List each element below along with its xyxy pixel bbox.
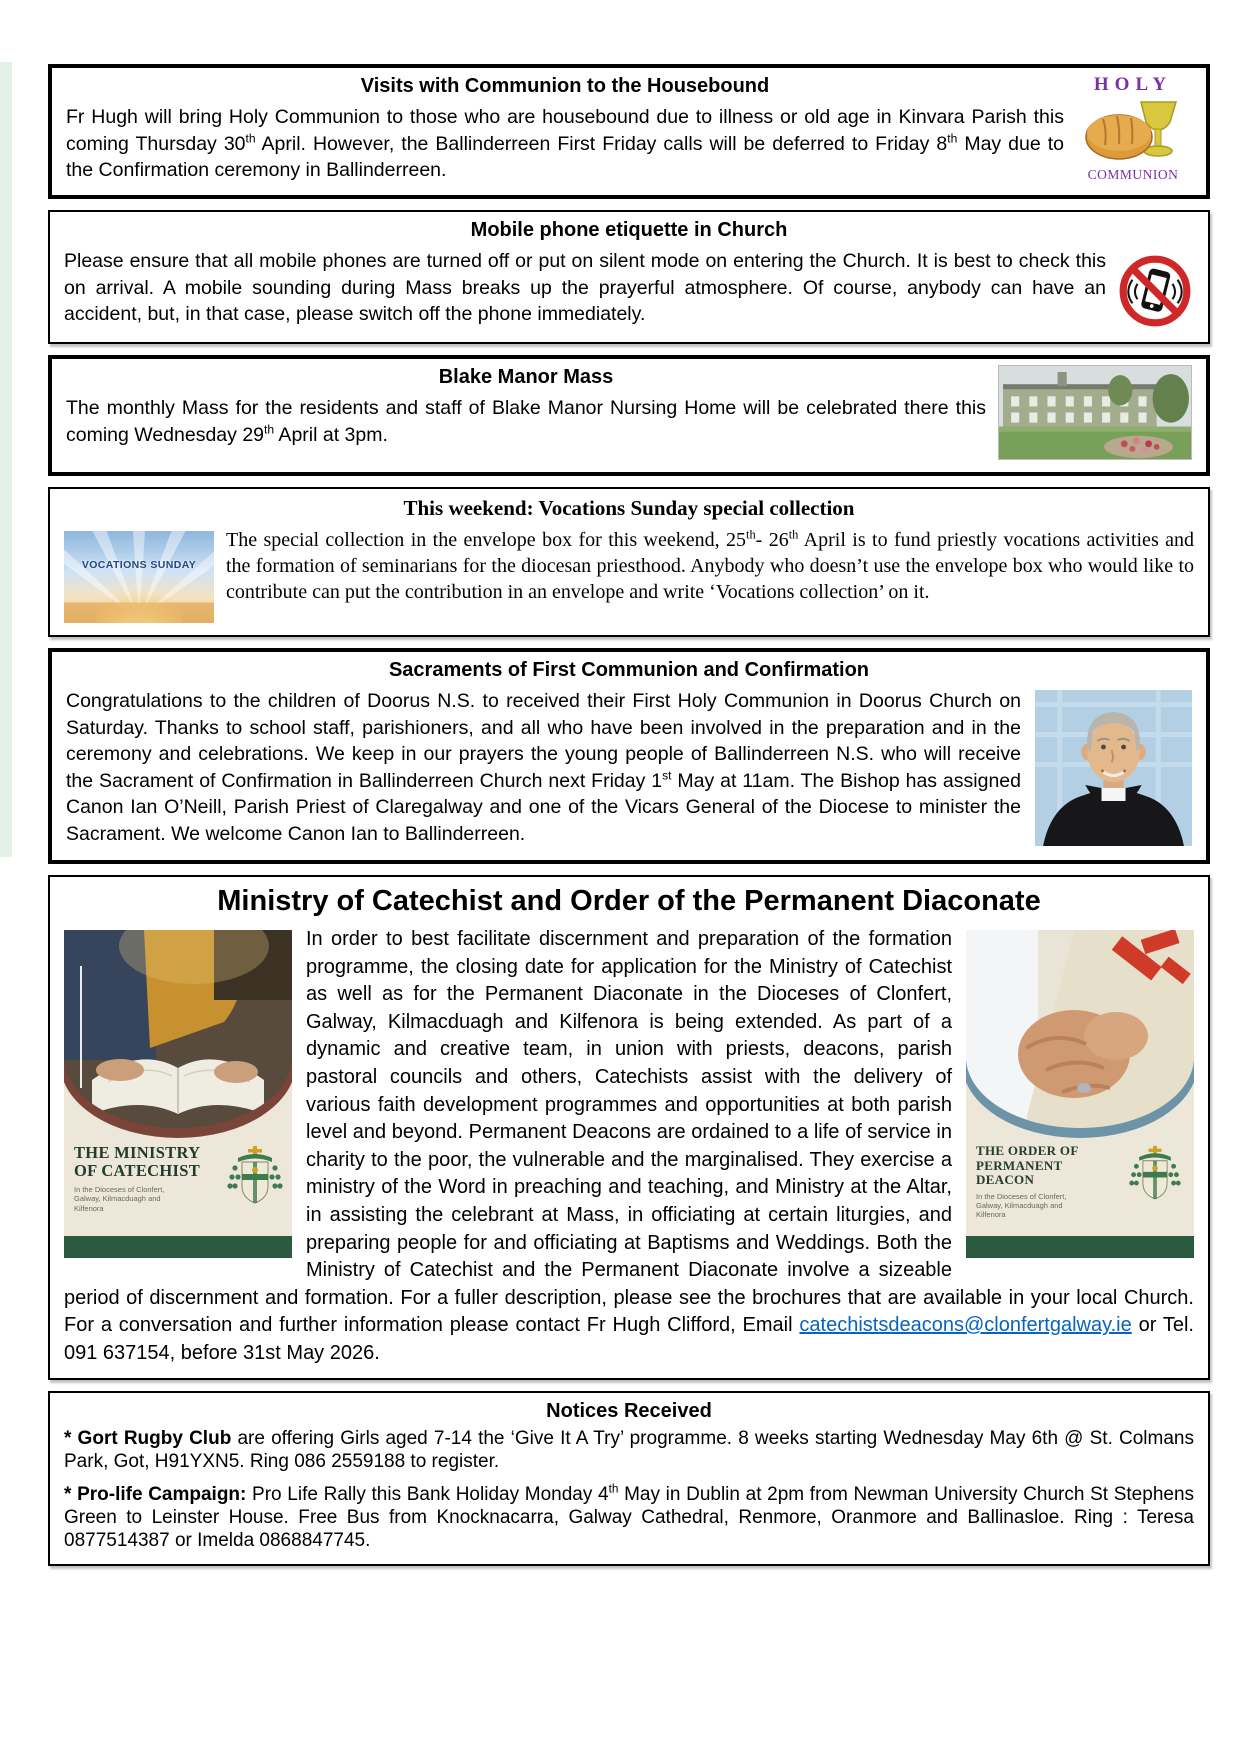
text-part: May in Dublin at 2pm from Newman University Church St Stephens Green to Leinster House. Free Bus from Knocknacarra, Galway Cathedral, Renmore, Oranmore and Ballinasloe. Ring : Teresa 0877514387 or Imelda 0868847745. — [64, 1483, 1195, 1552]
section-title: Visits with Communion to the Housebound — [360, 75, 770, 97]
notice-lead: * Gort Rugby Club — [64, 1427, 232, 1449]
section-body — [64, 527, 1194, 605]
text-part: April. However, the Ballinderreen First Friday calls will be deferred to Friday 8 — [255, 132, 948, 155]
ordinal-suffix: th — [788, 527, 799, 542]
brochure-title-line: PERMANENT — [976, 1157, 1063, 1173]
catechist-brochure-photo — [64, 930, 292, 1136]
email-link[interactable]: catechistsdeacons@clonfertgalway.ie — [799, 1314, 1132, 1337]
vocations-sunday-label: VOCATIONS SUNDAY — [81, 558, 197, 571]
text-part: The special collection in the envelope box for this weekend, 25 — [226, 529, 747, 551]
section-title: Ministry of Catechist and Order of the Permanent Diaconate — [217, 885, 1041, 917]
text-part: or Tel. 091 637154, before 31st May 2026. — [64, 1314, 1194, 1364]
text-part: - 26 — [755, 529, 789, 551]
section-mobile-etiquette — [48, 210, 1210, 344]
ordinal-suffix: th — [608, 1482, 619, 1496]
section-title: Sacraments of First Communion and Confirmation — [388, 659, 870, 681]
text-part: May due to the Confirmation ceremony in Ballinderreen. — [66, 132, 1064, 182]
holy-communion-word-top: HOLY — [1093, 74, 1173, 95]
holy-communion-image — [1074, 74, 1192, 183]
bread-and-chalice-icon — [1083, 96, 1183, 162]
text-part: May at 11am. The Bishop has assigned Canon Ian O’Neill, Parish Priest of Claregalway and one of the Vicars General of the Diocese to minister the Sacrament. We welcome Canon Ian to Ballinderreen. — [66, 769, 1021, 845]
brochure-title-line: DEACON — [976, 1172, 1035, 1188]
brochure-title-line: OF CATECHIST — [74, 1161, 200, 1181]
section-housebound-visits — [48, 64, 1210, 199]
text-part: Congratulations to the children of Doorus N.S. to received their First Holy Communion in Doorus Church on Saturday. Thanks to school staff, parishioners, and all who have been involved in the preparation and in the ceremony and celebrations. We keep in our prayers the young people of Ballinderreen N.S. who will receive the Sacrament of Confirmation in Ballinderreen Church next Friday 1 — [66, 690, 1021, 792]
vocations-sunday-image — [64, 531, 214, 623]
holy-communion-word-bottom: COMMUNION — [1087, 167, 1179, 182]
section-blake-manor — [48, 355, 1210, 476]
blake-manor-photo — [998, 365, 1192, 460]
newsletter-page — [48, 64, 1210, 1577]
page-left-accent-strip — [0, 62, 12, 857]
brochure-subtitle: In the Dioceses of Clonfert, Galway, Kilmacduagh and Kilfenora — [976, 1191, 1067, 1220]
sunrise-rays-graphic — [64, 531, 214, 623]
section-title: Blake Manor Mass — [438, 366, 614, 388]
notice-lead: * Pro-life Campaign: — [64, 1483, 247, 1505]
ordinal-suffix: st — [662, 768, 672, 783]
section-notices-received — [48, 1391, 1210, 1567]
section-ministry-diaconate — [48, 875, 1210, 1380]
section-body — [66, 688, 1192, 847]
text-part: The monthly Mass for the residents and staff of Blake Manor Nursing Home will be celebrated there this coming Wednesday 29 — [66, 397, 986, 446]
ordinal-suffix: th — [947, 131, 958, 146]
ordinal-suffix: th — [264, 422, 275, 437]
section-title: This weekend: Vocations Sunday special collection — [403, 496, 855, 520]
text-part: April is to fund priestly vocations activities and the formation of seminarians for the diocesan priesthood. Anybody who doesn’t use the envelope box who would like to contribute can put the contribution in an envelope and write ‘Vocations collection’ on it. — [226, 529, 1195, 603]
text-part: Fr Hugh will bring Holy Communion to those who are housebound due to illness or old age in Kinvara Parish this coming Thursday 30 — [66, 106, 1064, 155]
book-reading-photo — [64, 930, 292, 1128]
notice-item — [64, 1483, 1194, 1553]
no-mobile-phone-icon — [1116, 252, 1194, 330]
text-part: April at 3pm. — [274, 423, 388, 446]
text-part: are offering Girls aged 7-14 the ‘Give It A Try’ programme. 8 weeks starting Wednesday May 6th @ St. Colmans Park, Got, H91YXN5. Ring 086 2559188 to register. — [64, 1427, 1194, 1472]
deacon-brochure-photo — [966, 930, 1194, 1136]
catechist-brochure-image — [64, 930, 292, 1258]
notice-item — [64, 1427, 1194, 1473]
text-part: In order to best facilitate discernment and preparation of the formation programme, the closing date for application for the Ministry of Catechist as well as for the Permanent Diaconate in the Dioceses of Clonfert, Galway, Kilmacduagh and Kilfenora is being extended. As part of a dynamic and creative team, in union with priests, deacons, parish pastoral councils and others, Catechists assist with the delivery of various faith development programmes and opportunities at both parish level and beyond. Permanent Deacons are ordained to a life of service in charity to the poor, the vulnerable and the marginalised. They exercise a ministry of the Word in preaching and teaching, and Ministry at the Altar, in assisting the celebrant at Mass, in officiating at certain liturgies, and preparing people for and officiating at Baptisms and Weddings. Both the Ministry of Catechist and the Permanent Diaconate involve a sizeable period of discernment and formation. For a fuller description, please see the brochures that are available in your local Church. For a conversation and further information please contact Fr Hugh Clifford, Email — [64, 928, 1194, 1337]
text-part: Pro Life Rally this Bank Holiday Monday 4 — [246, 1483, 609, 1505]
brochure-green-bar — [966, 1236, 1194, 1258]
section-body: Please ensure that all mobile phones are turned off or put on silent mode on entering the Church. It is best to check this on arrival. A mobile sounding during Mass breaks up the prayerful atmosphere. Of course, anybody can have an accident, but, in that case, please switch off the phone immediately. — [64, 250, 1106, 326]
brochure-green-bar — [64, 1236, 292, 1258]
section-body — [66, 104, 1192, 184]
priest-photo — [1035, 690, 1192, 846]
deacon-brochure-image — [966, 930, 1194, 1258]
section-title: Notices Received — [546, 1399, 712, 1422]
brochure-title-line: THE MINISTRY — [74, 1143, 201, 1162]
section-vocations-collection — [48, 487, 1210, 637]
section-sacraments — [48, 648, 1210, 864]
ordinal-suffix: th — [245, 131, 256, 146]
brochure-title-line: THE ORDER OF — [976, 1143, 1079, 1158]
clasped-hands-photo — [966, 930, 1194, 1128]
bishop-crest-icon — [226, 1144, 284, 1221]
brochure-subtitle: In the Dioceses of Clonfert, Galway, Kilmacduagh and Kilfenora — [74, 1184, 165, 1213]
bishop-crest-icon — [1128, 1144, 1186, 1220]
section-title: Mobile phone etiquette in Church — [470, 219, 788, 241]
ordinal-suffix: th — [746, 527, 756, 542]
